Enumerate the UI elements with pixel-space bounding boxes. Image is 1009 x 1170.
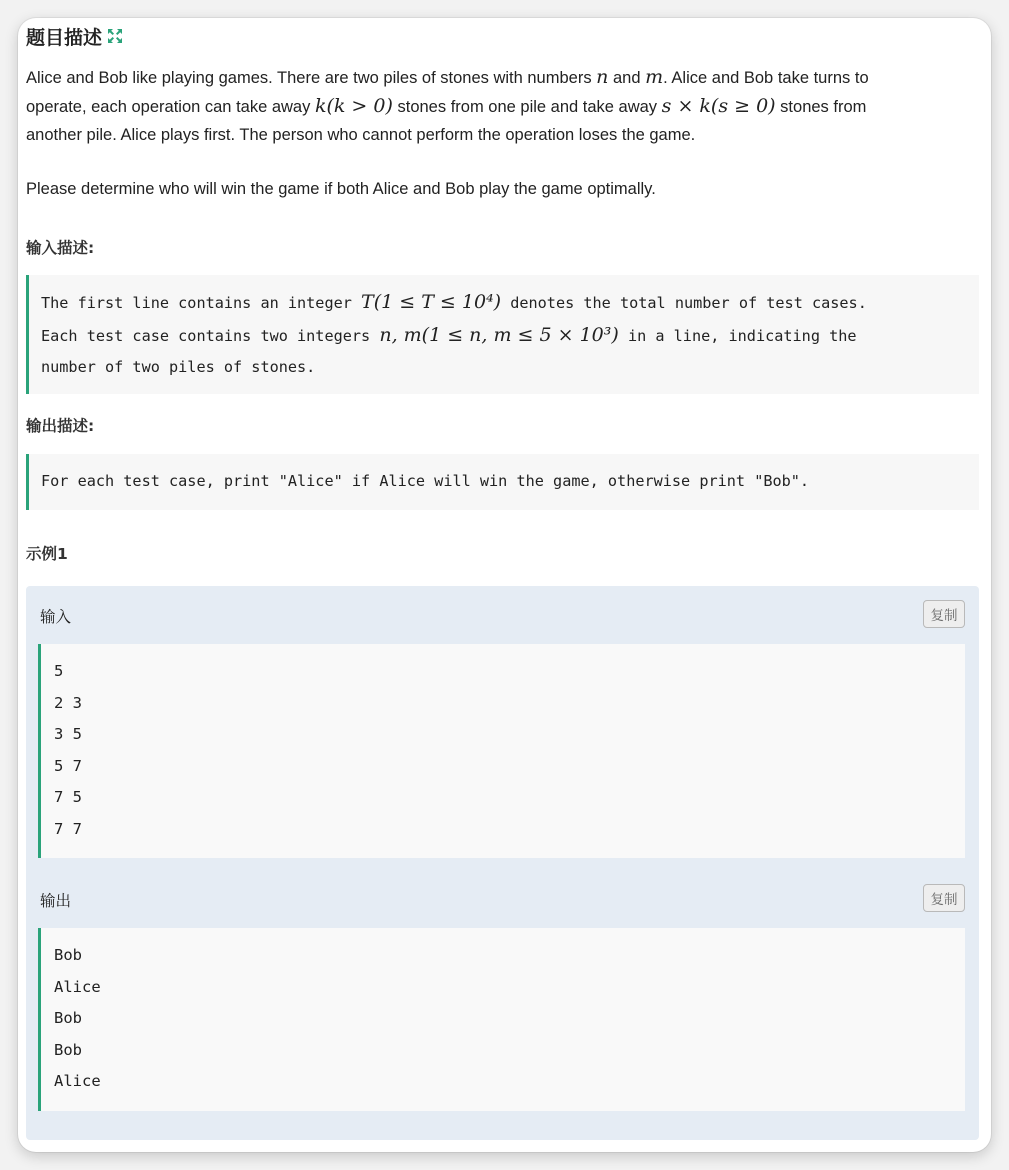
input-description-block (26, 275, 979, 394)
description-line-1: Alice and Bob like playing games. There are two piles of stones with numbers n and m. Alice and Bob take turns to (26, 66, 869, 88)
input-desc-line-1: The first line contains an integer T(1 ≤ T ≤ 10⁴) denotes the total number of test cases. (41, 291, 867, 313)
output-line: Alice (54, 1072, 101, 1090)
output-description-block (26, 454, 979, 510)
input-line: 7 7 (54, 819, 82, 838)
example-output-lines (54, 940, 965, 1098)
problem-description (26, 63, 971, 149)
example-heading: 示例1 (26, 545, 68, 563)
description-line-2: operate, each operation can take away k(k > 0) stones from one pile and take away s × k(s ≥ 0) stones from (26, 95, 867, 117)
output-line: Bob (54, 1009, 82, 1027)
math-nm: n, m(1 ≤ n, m ≤ 5 × 10³) (379, 323, 619, 346)
output-line: Bob (54, 946, 82, 964)
input-line: 3 5 (54, 725, 82, 743)
expand-arrows-icon[interactable] (106, 27, 124, 45)
example-output-label: 输出 (40, 892, 72, 910)
problem-card (18, 18, 991, 1152)
copy-output-button[interactable]: 复制 (923, 884, 965, 912)
output-description-heading: 输出描述: (26, 417, 95, 435)
page-title: 题目描述 (26, 26, 103, 49)
math-s: s × k(s ≥ 0) (661, 95, 776, 117)
example-panel (26, 586, 979, 1140)
example-input-block (38, 644, 965, 858)
input-line: 5 7 (54, 756, 82, 775)
copy-input-button[interactable]: 复制 (923, 600, 965, 628)
example-output-block (38, 928, 965, 1111)
input-line: 7 5 (54, 788, 82, 806)
output-line: Alice (54, 977, 101, 996)
example-input-label: 输入 (40, 608, 72, 626)
input-desc-line-3: number of two piles of stones. (41, 358, 316, 376)
math-k: k(k > 0) (314, 95, 393, 117)
output-line: Bob (54, 1040, 82, 1059)
math-m: m (645, 66, 664, 88)
description-paragraph-2: Please determine who will win the game if both Alice and Bob play the game optimally. (26, 180, 656, 198)
input-line: 5 (54, 662, 64, 680)
title-row (26, 24, 124, 48)
input-desc-line-2: Each test case contains two integers n, m(1 ≤ n, m ≤ 5 × 10³) in a line, indicating the (41, 323, 857, 346)
math-T: T(1 ≤ T ≤ 10⁴) (361, 291, 502, 313)
description-line-3: another pile. Alice plays first. The person who cannot perform the operation loses the game. (26, 126, 696, 144)
math-n: n (596, 66, 609, 88)
input-line: 2 3 (54, 693, 82, 712)
output-desc-text: For each test case, print "Alice" if Alice will win the game, otherwise print "Bob". (41, 472, 810, 490)
input-description-heading: 输入描述: (26, 239, 95, 257)
example-input-lines (54, 656, 965, 845)
